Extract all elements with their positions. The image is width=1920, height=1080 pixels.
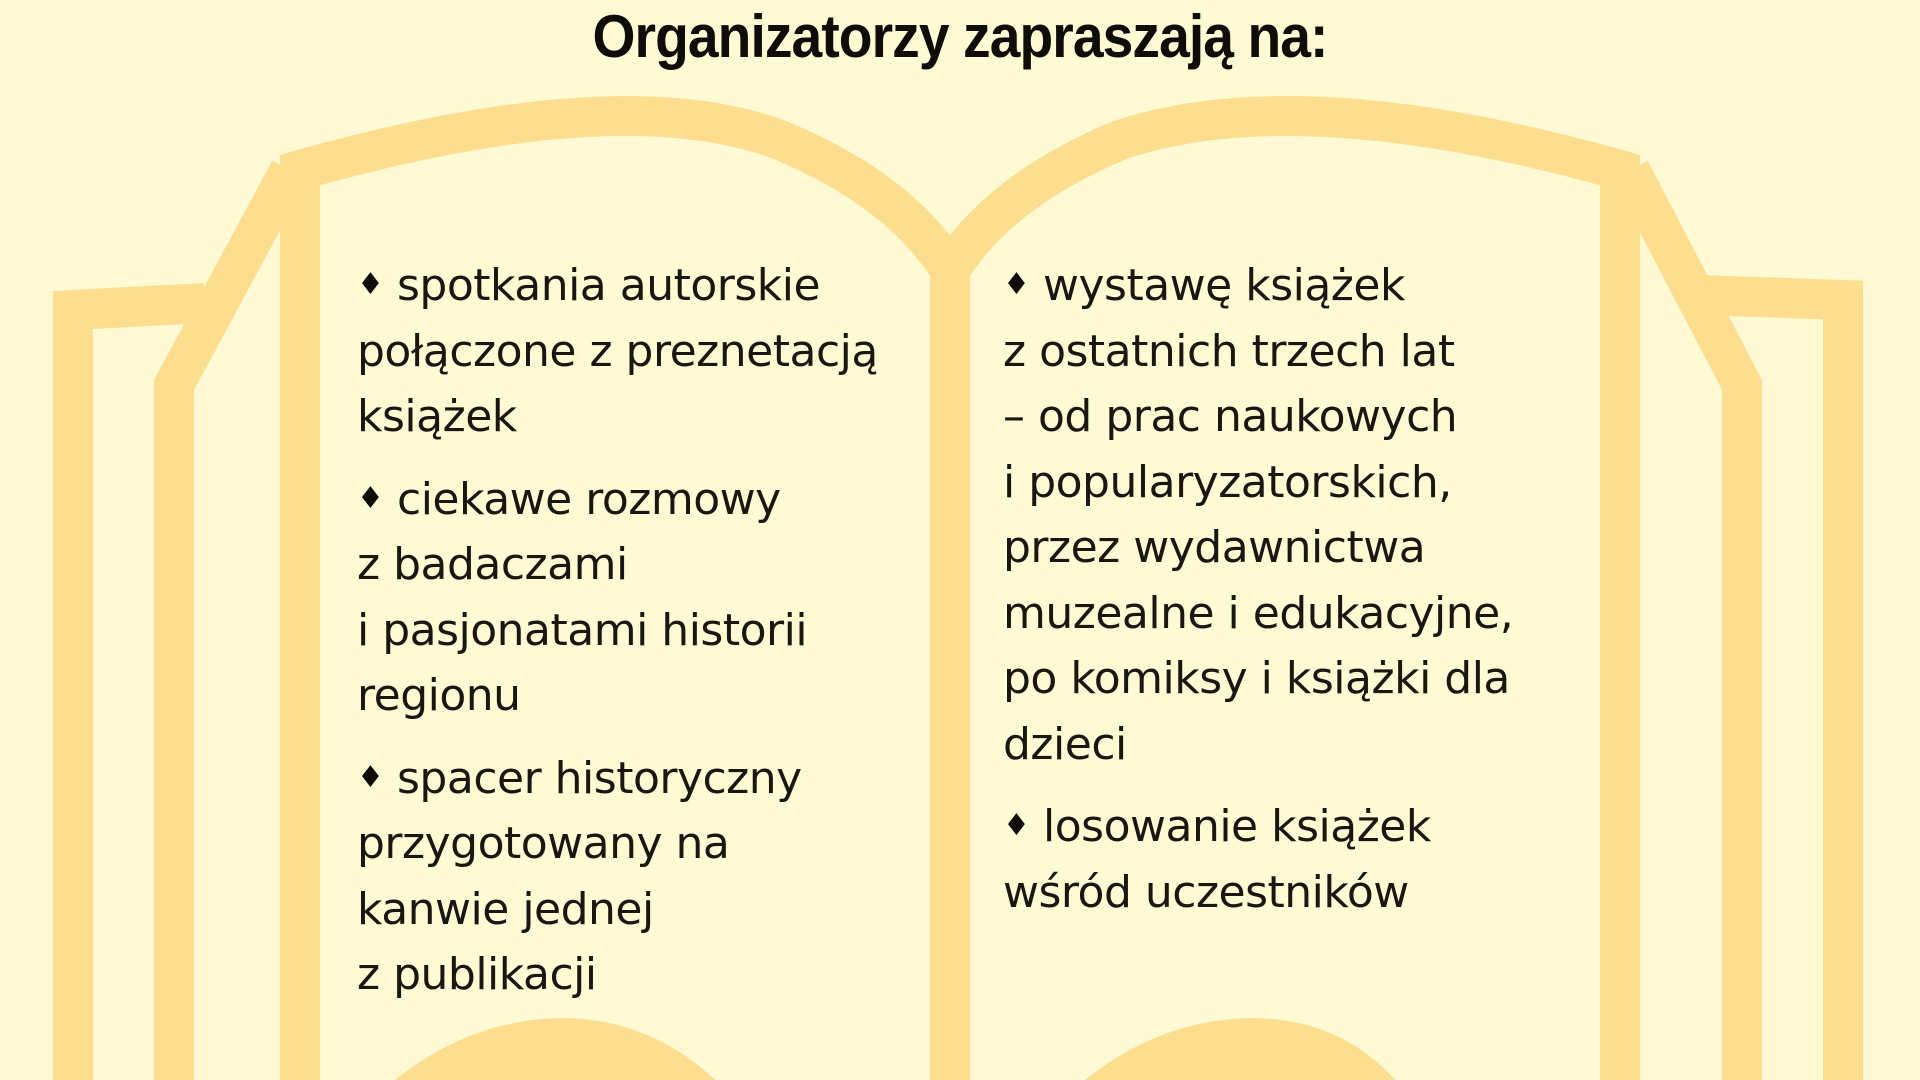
list-item (357, 466, 927, 729)
item-text: spotkania autorskie (397, 260, 821, 311)
item-text: z publikacji (357, 949, 597, 1000)
item-text: przygotowany na (357, 818, 730, 869)
item-text: wystawę książek (1043, 260, 1405, 311)
diamond-bullet-icon: ♦ (1003, 808, 1030, 843)
page-title: Organizatorzy zapraszają na: (592, 3, 1328, 70)
item-text: ciekawe rozmowy (397, 473, 781, 525)
right-page-content (1003, 252, 1583, 941)
left-page-curl (395, 1018, 715, 1080)
item-text: przez wydawnictwa (1003, 522, 1426, 573)
diamond-bullet-icon: ♦ (1003, 267, 1030, 302)
item-text: i popularyzatorskich, (1003, 456, 1452, 508)
diamond-bullet-icon: ♦ (357, 480, 384, 516)
item-text: połączone z preznetacją (357, 325, 878, 377)
left-page-content (357, 252, 927, 1024)
item-text: i pasjonatami historii (357, 604, 808, 656)
item-text: z badaczami (357, 539, 628, 590)
list-item (357, 745, 927, 1008)
item-text: kanwie jednej (357, 883, 654, 935)
list-item (357, 252, 927, 450)
item-text: muzealne i edukacyjne, (1003, 587, 1514, 639)
list-item (1003, 793, 1583, 925)
diamond-bullet-icon: ♦ (357, 759, 384, 795)
item-text: książek (357, 391, 517, 442)
item-text: regionu (357, 670, 521, 721)
diamond-bullet-icon: ♦ (357, 267, 384, 302)
item-text: po komiksy i książki dla (1003, 653, 1510, 704)
item-text: spacer historyczny (397, 752, 802, 804)
right-page-curl (1085, 1018, 1395, 1080)
item-text: dzieci (1003, 718, 1127, 770)
right-outer-page-outline (1700, 295, 1843, 1080)
item-text: losowanie książek (1043, 801, 1431, 852)
item-text: wśród uczestników (1003, 866, 1409, 918)
list-item (1003, 252, 1583, 777)
item-text: z ostatnich trzech lat (1003, 325, 1455, 377)
item-text: – od prac naukowych (1003, 391, 1458, 442)
